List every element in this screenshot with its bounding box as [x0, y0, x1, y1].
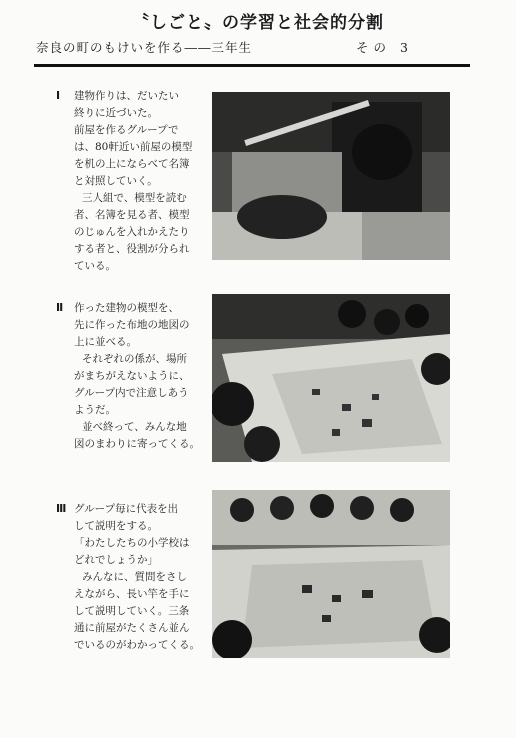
text-line: のじゅんを入れかえたり [74, 226, 190, 238]
text-line: 「わたしたちの小学校は [74, 537, 190, 549]
text-line: グループ内で注意しあう [74, 387, 189, 399]
section-1-text [56, 88, 202, 275]
text-line: みんなに、質問をさし [82, 571, 187, 583]
text-line: ている。 [74, 260, 116, 272]
text-line: は、80軒近い前屋の模型 [74, 141, 193, 153]
page-title: 〝しごと〟の学習と社会的分割 [132, 13, 384, 33]
section-2-numeral: Ⅱ [56, 301, 64, 314]
text-line: 上に並べる。 [74, 336, 137, 348]
page-subtitle: 奈良の町のもけいを作る――三年生 [36, 40, 253, 55]
text-line: どれでしょうか」 [74, 554, 158, 566]
text-line: 通に前屋がたくさん並ん [74, 622, 190, 634]
text-line: がまちがえないように、 [74, 370, 190, 382]
section-3-numeral: Ⅲ [56, 502, 67, 515]
text-line: ようだ。 [74, 404, 116, 416]
text-line: 図のまわりに寄ってくる。 [74, 438, 200, 450]
text-line: 建物作りは、だいたい [74, 90, 179, 102]
section-1-numeral: Ⅰ [56, 89, 61, 102]
part-number: その 3 [356, 40, 413, 55]
text-line: でいるのがわかってくる。 [74, 639, 200, 651]
text-line: 作った建物の模型を、 [74, 302, 179, 314]
section-3-text [56, 501, 202, 654]
text-line: して説明していく。三条 [74, 605, 190, 617]
text-line: 者、名簿を見る者、模型 [74, 209, 190, 221]
text-line: それぞれの係が、場所 [82, 353, 187, 365]
text-line: グループ毎に代表を出 [74, 503, 179, 515]
photo-2 [212, 294, 450, 462]
section-2-text [56, 300, 202, 453]
text-line: と対照していく。 [74, 175, 158, 187]
photo-1 [212, 92, 450, 260]
text-line: 三人組で、模型を読む [82, 192, 187, 204]
text-line: えながら、長い竿を手に [74, 588, 190, 600]
photo-3 [212, 490, 450, 658]
text-line: 先に作った布地の地図の [74, 319, 190, 331]
text-line: 並べ終って、みんな地 [82, 421, 187, 433]
text-line: して説明をする。 [74, 520, 158, 532]
text-line: する者と、役割が分られ [74, 243, 190, 255]
text-line: を机の上にならべて名簿 [74, 158, 190, 170]
text-line: 前屋を作るグループで [74, 124, 179, 136]
text-line: 終りに近づいた。 [74, 107, 158, 119]
header-rule [34, 64, 470, 67]
